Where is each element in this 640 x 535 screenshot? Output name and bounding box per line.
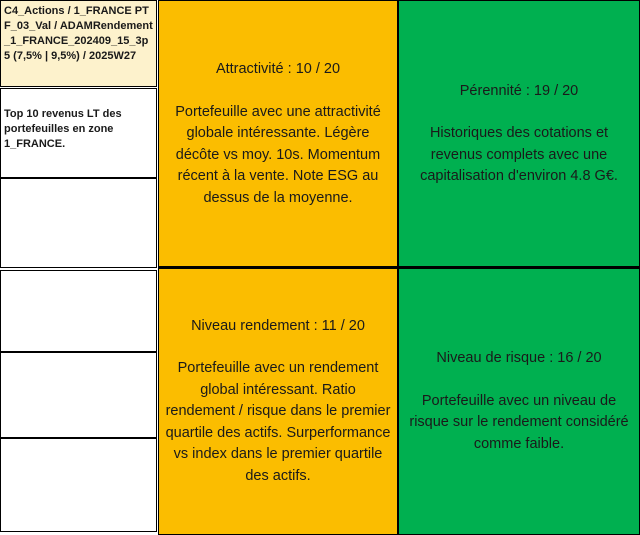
empty-cell [0,178,157,268]
empty-cell [0,270,157,352]
risque-description: Portefeuille avec un niveau de risque sur le rendement considéré comme faible. [409,392,629,452]
portfolio-subtitle-cell [0,88,157,178]
left-column [0,0,158,535]
empty-cell [0,438,157,532]
portfolio-header-text: C4_Actions / 1_FRANCE PTF_03_Val / ADAMRendement_1_FRANCE_202409_15_3p5 (7,5% | 9,5%) / 2025W27 [4,5,153,62]
perennite-title: Pérennité : 19 / 20 [459,82,579,99]
rendement-title: Niveau rendement : 11 / 20 [191,317,365,334]
perennite-cell [398,0,640,268]
portfolio-subtitle-text: Top 10 revenus LT des portefeuilles en zone 1_FRANCE. [4,108,122,150]
attractivite-title: Attractivité : 10 / 20 [215,61,341,77]
perennite-description: Historiques des cotations et revenus complets avec une capitalisation d'environ 4.8 G€. [420,125,618,184]
risque-cell [398,268,640,535]
rendement-cell [158,268,398,535]
risque-title: Niveau de risque : 16 / 20 [436,350,602,366]
row-divider [158,266,640,269]
rendement-description: Portefeuille avec un rendement global intéressant. Ratio rendement / risque dans le premier quartile des actifs. Surperformance vs index dans le premier quartile des actifs. [165,360,391,484]
attractivite-cell [158,0,398,268]
empty-cell [0,352,157,438]
portfolio-header-cell [0,0,157,87]
attractivite-description: Portefeuille avec une attractivité globale intéressante. Légère décôte vs moy. 10s. Momentum récent à la vente. Note ESG au dessus de la moyenne. [175,103,381,206]
